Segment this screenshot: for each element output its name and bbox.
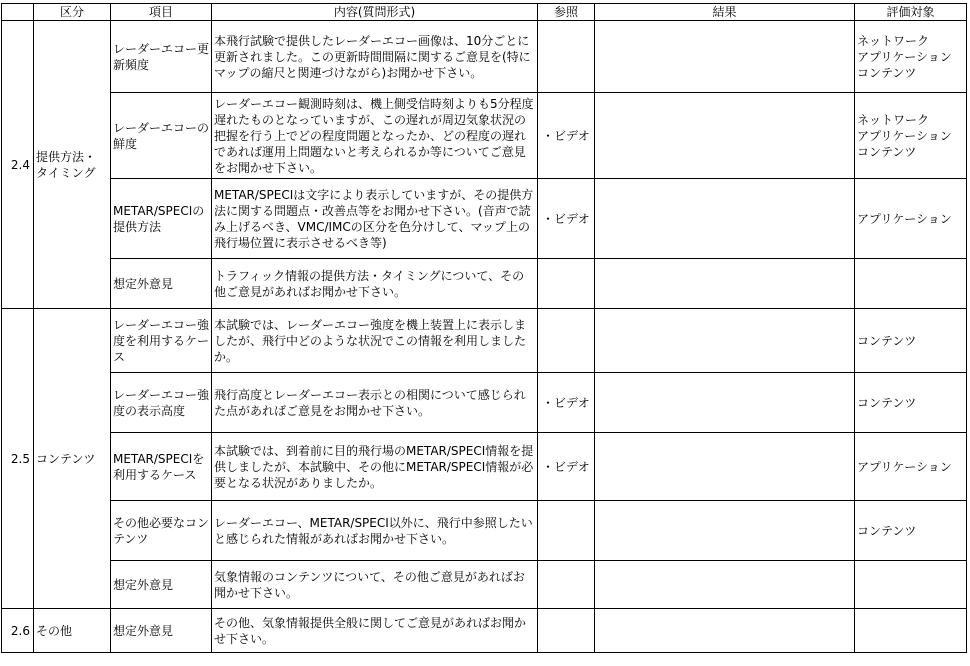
item-cell: レーダーエコー更新頻度 — [111, 21, 212, 93]
target-cell — [855, 609, 967, 653]
section-number: 2.4 — [2, 21, 34, 309]
section-number: 2.5 — [2, 309, 34, 609]
result-cell[interactable] — [595, 561, 855, 609]
table-row — [2, 179, 967, 259]
section-category: その他 — [34, 609, 111, 653]
item-cell: レーダーエコー強度を利用するケース — [111, 309, 212, 373]
result-cell[interactable] — [595, 309, 855, 373]
target-cell: アプリケーション — [855, 433, 967, 501]
reference-cell: ・ビデオ — [538, 93, 595, 179]
table-row — [2, 561, 967, 609]
target-cell: ネットワーク アプリケーション コンテンツ — [855, 21, 967, 93]
item-cell: 想定外意見 — [111, 259, 212, 309]
table-body — [2, 21, 967, 653]
reference-cell — [538, 609, 595, 653]
target-cell — [855, 561, 967, 609]
table-row — [2, 21, 967, 93]
target-cell: コンテンツ — [855, 501, 967, 561]
item-cell: 想定外意見 — [111, 561, 212, 609]
header-target: 評価対象 — [855, 4, 967, 21]
table-row — [2, 609, 967, 653]
header-result: 結果 — [595, 4, 855, 21]
result-cell[interactable] — [595, 373, 855, 433]
table-row — [2, 309, 967, 373]
target-cell: ネットワーク アプリケーション コンテンツ — [855, 93, 967, 179]
item-cell: 想定外意見 — [111, 609, 212, 653]
reference-cell — [538, 309, 595, 373]
result-cell[interactable] — [595, 609, 855, 653]
item-cell: その他必要なコンテンツ — [111, 501, 212, 561]
content-cell: 気象情報のコンテンツについて、その他ご意見があればお聞かせ下さい。 — [212, 561, 538, 609]
header-item: 項目 — [111, 4, 212, 21]
reference-cell — [538, 501, 595, 561]
result-cell[interactable] — [595, 433, 855, 501]
table-row — [2, 93, 967, 179]
target-cell — [855, 259, 967, 309]
item-cell: レーダーエコー強度の表示高度 — [111, 373, 212, 433]
target-cell: コンテンツ — [855, 309, 967, 373]
target-cell: コンテンツ — [855, 373, 967, 433]
content-cell: 本飛行試験で提供したレーダーエコー画像は、10分ごとに更新されました。この更新時間間隔に関するご意見を(特にマップの縮尺と関連づけながら)お聞かせ下さい。 — [212, 21, 538, 93]
reference-cell — [538, 259, 595, 309]
item-cell: レーダーエコーの鮮度 — [111, 93, 212, 179]
section-category: 提供方法・タイミング — [34, 21, 111, 309]
content-cell: トラフィック情報の提供方法・タイミングについて、その他ご意見があればお聞かせ下さい。 — [212, 259, 538, 309]
content-cell: METAR/SPECIは文字により表示していますが、その提供方法に関する問題点・改善点等をお聞かせ下さい。(音声で読み上げるべき、VMC/IMCの区分を色分けして、マップ上の飛行場位置に表示させるべき等) — [212, 179, 538, 259]
table-row — [2, 433, 967, 501]
header-category: 区分 — [34, 4, 111, 21]
reference-cell — [538, 21, 595, 93]
result-cell[interactable] — [595, 501, 855, 561]
table-row — [2, 501, 967, 561]
item-cell: METAR/SPECIの提供方法 — [111, 179, 212, 259]
header-content: 内容(質問形式) — [212, 4, 538, 21]
header-row — [2, 4, 967, 21]
result-cell[interactable] — [595, 21, 855, 93]
content-cell: 本試験では、到着前に目的飛行場のMETAR/SPECI情報を提供しましたが、本試験中、その他にMETAR/SPECI情報が必要となる状況がありましたか。 — [212, 433, 538, 501]
header-no — [2, 4, 34, 21]
target-cell: アプリケーション — [855, 179, 967, 259]
table-row — [2, 373, 967, 433]
evaluation-table — [1, 3, 967, 653]
content-cell: 本試験では、レーダーエコー強度を機上装置上に表示しましたが、飛行中どのような状況でこの情報を利用しましたか。 — [212, 309, 538, 373]
result-cell[interactable] — [595, 179, 855, 259]
content-cell: その他、気象情報提供全般に関してご意見があればお聞かせ下さい。 — [212, 609, 538, 653]
content-cell: レーダーエコー、METAR/SPECI以外に、飛行中参照したいと感じられた情報があればお聞かせ下さい。 — [212, 501, 538, 561]
reference-cell: ・ビデオ — [538, 433, 595, 501]
content-cell: 飛行高度とレーダーエコー表示との相関について感じられた点があればご意見をお聞かせ下さい。 — [212, 373, 538, 433]
item-cell: METAR/SPECIを利用するケース — [111, 433, 212, 501]
result-cell[interactable] — [595, 259, 855, 309]
reference-cell: ・ビデオ — [538, 373, 595, 433]
section-category: コンテンツ — [34, 309, 111, 609]
table-row — [2, 259, 967, 309]
section-number: 2.6 — [2, 609, 34, 653]
reference-cell — [538, 561, 595, 609]
reference-cell: ・ビデオ — [538, 179, 595, 259]
result-cell[interactable] — [595, 93, 855, 179]
table-header — [2, 4, 967, 21]
header-reference: 参照 — [538, 4, 595, 21]
content-cell: レーダーエコー観測時刻は、機上側受信時刻よりも5分程度遅れたものとなっていますが、この遅れが周辺気象状況の把握を行う上でどの程度問題となったか、どの程度の遅れであれば運用上問題ないと考えられるか等についてご意見をお聞かせ下さい。 — [212, 93, 538, 179]
